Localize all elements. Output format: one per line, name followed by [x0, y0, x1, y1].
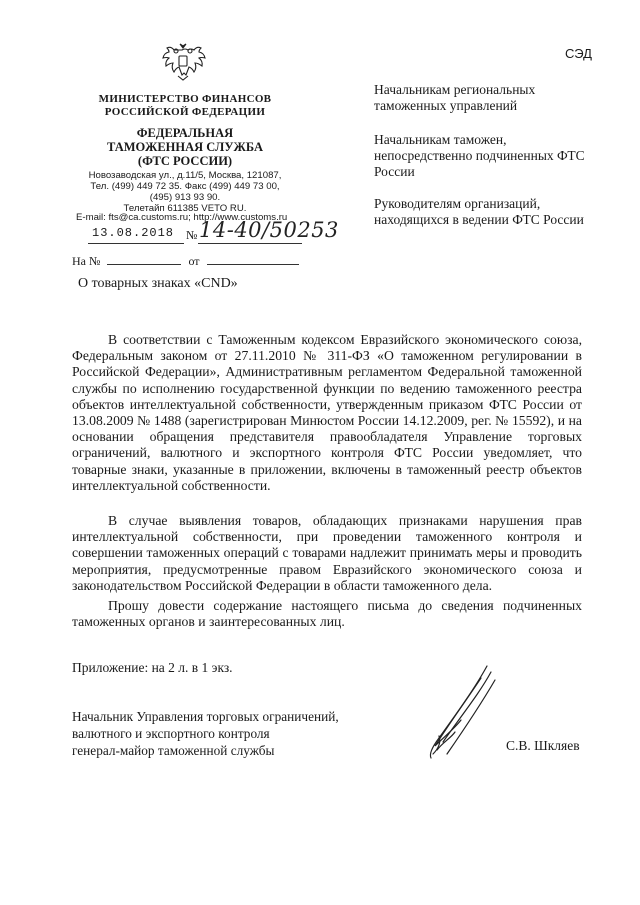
recipient: Начальникам таможен, непосредственно подчиненных ФТС России [374, 132, 585, 179]
body-paragraph [72, 513, 582, 594]
service-line: ФЕДЕРАЛЬНАЯ [136, 126, 234, 140]
ministry-line: МИНИСТЕРСТВО ФИНАНСОВ [98, 93, 272, 105]
position-line: валютного и экспортного контроля [72, 726, 270, 741]
handwritten-signature [395, 658, 505, 768]
service-line: ТАМОЖЕННАЯ СЛУЖБА [107, 140, 263, 154]
signatory-name: С.В. Шкляев [506, 738, 580, 753]
service-line: (ФТС РОССИИ) [137, 154, 233, 168]
reference-date-blank [207, 264, 299, 265]
number-underline [198, 243, 302, 244]
body-paragraph-text: Прошу довести содержание настоящего письма до сведения подчиненных таможенных органов и заинтересованных лиц. [72, 598, 582, 630]
address-line: Телетайп 611385 VETO RU. [123, 203, 247, 214]
position-line: генерал-майор таможенной службы [72, 743, 275, 758]
body-paragraph-text: В соответствии с Таможенным кодексом Евразийского экономического союза, Федеральным законом от 27.11.2010 № 311-ФЗ «О таможенном регулировании в Российской Федерации», Административным регламентом Федеральной таможенной службы по исполнению государственной функции по ведению таможенного реестра объектов интеллектуальной собственности, утвержденным приказом ФТС России от 13.08.2009 № 1488 (зарегистрирован Минюстом России 14.12.2009, рег. № 15592), и на основании обращения представителя правообладателя Управление торговых ограничений, валютного и экспортного контроля ФТС России уведомляет, что товарные знаки, указанные в приложении, включены в таможенный реестр объектов интеллектуальной собственности. [72, 332, 582, 493]
signatory-position [72, 708, 339, 759]
attachment-note: Приложение: на 2 л. в 1 экз. [72, 660, 233, 675]
ministry-name [70, 93, 300, 119]
address-line: Новозаводская ул., д.11/5, Москва, 121087, [88, 170, 282, 181]
date-underline [88, 243, 184, 244]
address-line: (495) 913 93 90. [149, 192, 221, 203]
sed-marker: СЭД [565, 46, 592, 61]
address-line: Тел. (499) 449 72 35. Факс (499) 449 73 00, [90, 181, 280, 192]
email-line: E-mail: fts@ca.customs.ru; http://www.customs.ru [76, 212, 288, 223]
ministry-line: РОССИЙСКОЙ ФЕДЕРАЦИИ [104, 106, 266, 118]
reference-number-blank [107, 264, 181, 265]
number-label: № [186, 228, 198, 242]
outgoing-number: 14-40/50253 [199, 218, 339, 242]
service-name [70, 126, 300, 168]
reference-na-label: На № [72, 254, 101, 268]
reference-line [72, 254, 299, 269]
outgoing-date: 13.08.2018 [92, 226, 175, 240]
letter-subject: О товарных знаках «CND» [78, 276, 238, 291]
reference-ot-label: от [188, 254, 200, 268]
address-block [70, 170, 300, 214]
recipient: Начальникам региональных таможенных управлений [374, 82, 536, 113]
body-paragraph [72, 332, 582, 494]
body-paragraph [72, 598, 582, 630]
recipient: Руководителям организаций, находящихся в ведении ФТС России [374, 196, 584, 227]
coat-of-arms-icon [160, 40, 206, 86]
body-paragraph-text: В случае выявления товаров, обладающих признаками нарушения прав интеллектуальной собственности, при проведении таможенного контроля и совершении таможенных операций с товарами надлежит принимать меры и проводить мероприятия, предусмотренные правом Евразийского экономического союза и законодательством Российской Федерации в области таможенного дела. [72, 513, 582, 593]
position-line: Начальник Управления торговых ограничений, [72, 709, 339, 724]
